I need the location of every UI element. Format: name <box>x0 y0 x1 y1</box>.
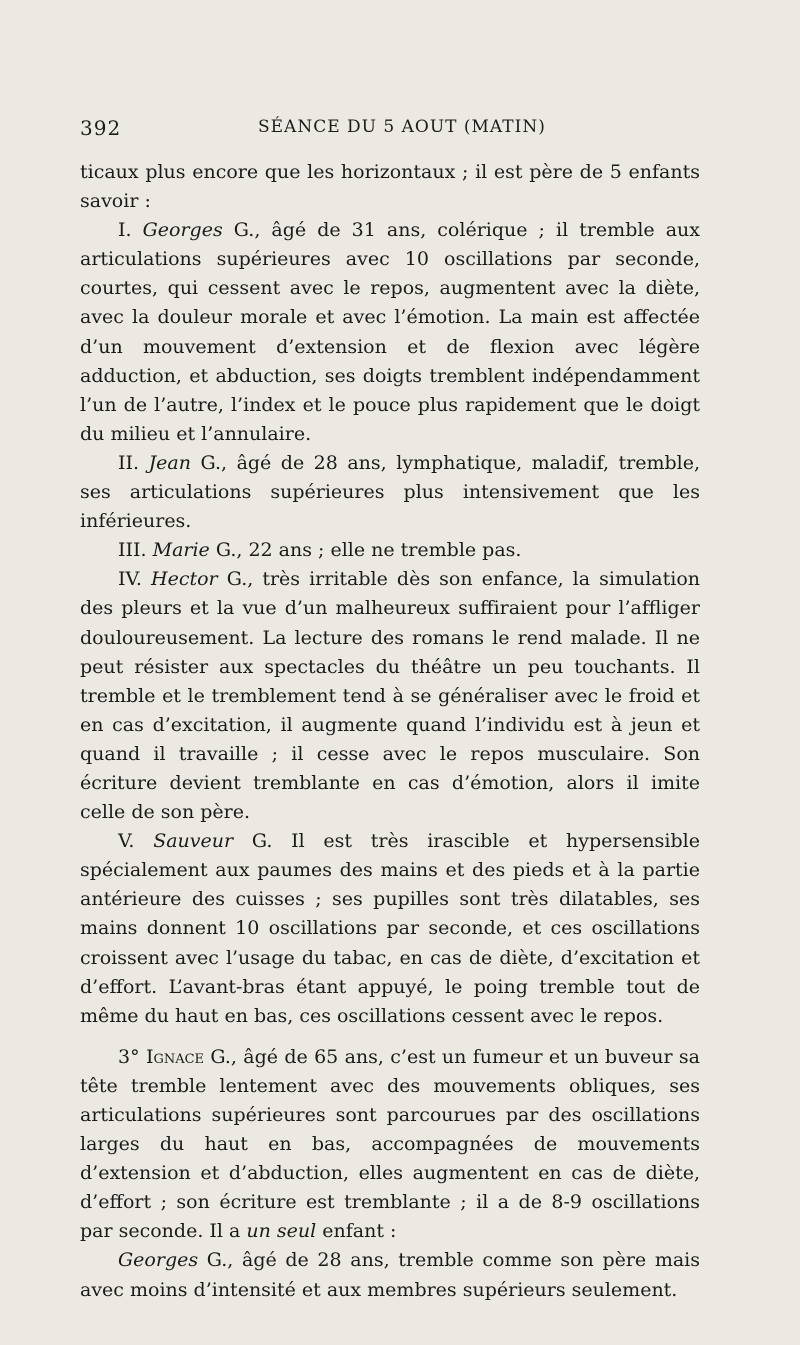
running-head <box>80 116 700 142</box>
case-number: I. <box>118 219 132 242</box>
case-number: II. <box>118 451 140 474</box>
running-head-title: SÉANCE DU 5 AOUT (MATIN) <box>258 117 546 137</box>
paragraph-child <box>80 1246 700 1304</box>
paragraph-case-5 <box>80 827 700 1031</box>
case-number: III. <box>118 539 147 562</box>
patient-name: Marie <box>152 539 210 562</box>
case-text: G., âgé de 28 ans, lymphatique, maladif, tremble, ses articulations supérieures plus intensivement que les inférieures. <box>80 451 700 533</box>
paragraph-family-3 <box>80 1043 700 1247</box>
case-text: G. Il est très irascible et hypersensible spécialement aux paumes des mains et des pieds et à la partie antérieure des cuisses ; ses pupilles sont très dilatables, ses mains donnent 10 oscillations par seconde, et ces oscillations croissent avec l’usage du tabac, en cas de diète, d’excitation et d’effort. L’avant-bras étant appuyé, le poing tremble tout de même du haut en bas, ces oscillations cessent avec le repos. <box>80 830 700 1027</box>
case-text: G., très irritable dès son enfance, la simulation des pleurs et la vue d’un malheureux suffiraient pour l’affliger douloureusement. La lecture des romans le rend malade. Il ne peut résister aux spectacles du théâtre un peu touchants. Il tremble et le tremblement tend à se généraliser avec le froid et en cas d’excitation, il augmente quand l’individu est à jeun et quand il travaille ; il cesse avec le repos musculaire. Son écriture devient tremblante en cas d’émotion, alors il imite celle de son père. <box>80 568 700 824</box>
case-text: G., âgé de 31 ans, colérique ; il tremble aux articulations supérieures avec 10 oscillations par seconde, courtes, qui cessent avec le repos, augmentent avec la diète, avec la douleur morale et avec l’émotion. La main est affectée d’un mouvement d’extension et de flexion avec légère adduction, et abduction, ses doigts tremblent indépendamment l’un de l’autre, l’index et le pouce plus rapidement que le doigt du milieu et l’annulaire. <box>80 219 701 445</box>
case-text-end: enfant : <box>322 1220 397 1243</box>
patient-name: Ignace <box>145 1045 205 1068</box>
body-text <box>80 158 700 1305</box>
paragraph-case-1 <box>80 216 700 449</box>
case-text: G., 22 ans ; elle ne tremble pas. <box>215 539 522 562</box>
patient-name: Hector <box>151 568 218 591</box>
case-text: G., âgé de 28 ans, tremble comme son père mais avec moins d’intensité et aux membres supérieurs seulement. <box>80 1249 700 1301</box>
page-number: 392 <box>80 116 122 140</box>
paragraph-case-3 <box>80 536 700 565</box>
paragraph-case-2 <box>80 449 700 536</box>
patient-name: Georges <box>142 219 223 242</box>
patient-name: Georges <box>118 1249 199 1272</box>
case-number: IV. <box>118 568 142 591</box>
paragraph-continuation: ticaux plus encore que les horizontaux ; il est père de 5 enfants savoir : <box>80 161 700 213</box>
patient-name: Sauveur <box>153 830 234 853</box>
patient-name: Jean <box>148 451 191 474</box>
case-number: V. <box>118 830 135 853</box>
case-text: G., âgé de 65 ans, c’est un fumeur et un buveur sa tête tremble lentement avec des mouvements obliques, ses articulations supérieures sont parcourues par des oscillations larges du haut en bas, accompagnées de mouvements d’extension et d’abduction, elles augmentent en cas de diète, d’effort ; son écriture est tremblante ; il a de 8-9 oscillations par seconde. Il a <box>80 1045 701 1243</box>
paragraph-case-4 <box>80 565 700 827</box>
family-number: 3° <box>118 1045 140 1068</box>
emphasis-text: un seul <box>246 1220 317 1243</box>
